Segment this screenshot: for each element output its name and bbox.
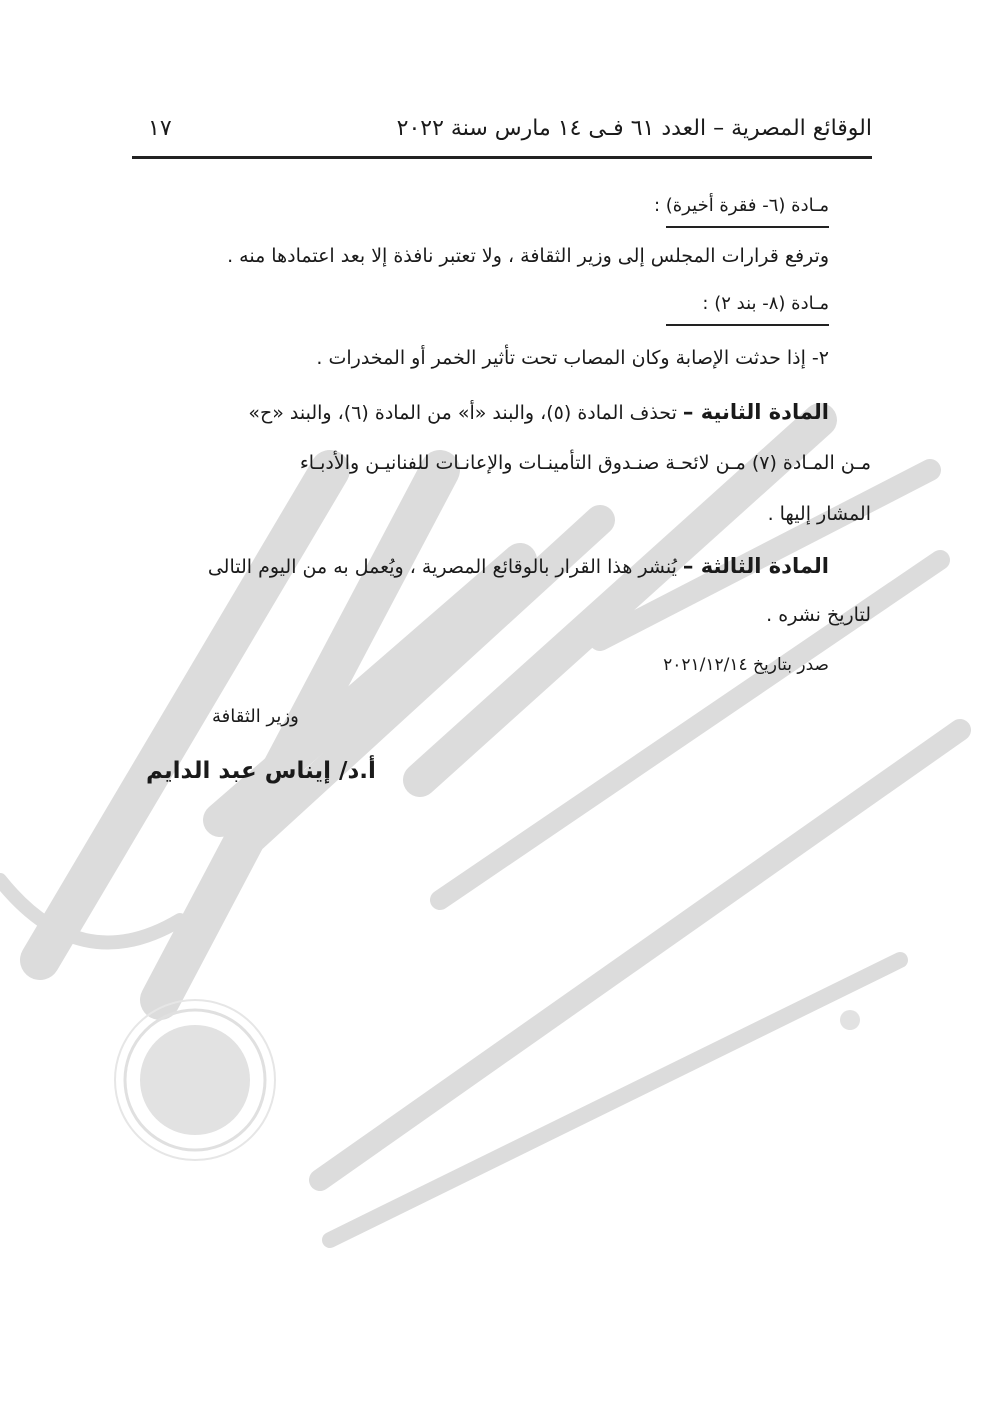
gazette-title: الوقائع المصرية – العدد ٦١ فـى ١٤ مارس سنة ٢٠٢٢ <box>396 116 872 141</box>
second-article-line3: المشار إليها . <box>767 503 871 525</box>
second-article-line2: مـن المـادة (٧) مـن لائحـة صنـدوق التأمينـات والإعانـات للفنانيـن والأدبـاء <box>299 452 871 474</box>
article6-text: وترفع قرارات المجلس إلى وزير الثقافة ، ولا تعتبر نافذة إلا بعد اعتمادها منه . <box>227 245 829 267</box>
article8-heading-underline <box>666 324 829 326</box>
third-article-lead: المادة الثالثة – <box>682 554 829 578</box>
third-article-line2: لتاريخ نشره . <box>766 604 871 626</box>
article8-heading: مـادة (٨- بند ٢) : <box>702 293 829 314</box>
second-article-lead: المادة الثانية – <box>682 400 829 424</box>
page-number: ١٧ <box>148 116 172 141</box>
second-article-text1: تحذف المادة (٥)، والبند «أ» من المادة (٦)، والبند «ح» <box>248 402 677 424</box>
second-article-line1 <box>248 400 829 424</box>
signature-name: أ.د/ إيناس عبد الدايم <box>146 758 376 784</box>
signature-title: وزير الثقافة <box>212 706 299 727</box>
article6-heading: مـادة (٦- فقرة أخيرة) : <box>653 195 829 216</box>
header-divider <box>132 156 872 159</box>
issued-date: صدر بتاريخ ٢٠٢١/١٢/١٤ <box>663 655 829 675</box>
article8-text: ٢- إذا حدثت الإصابة وكان المصاب تحت تأثير الخمر أو المخدرات . <box>316 347 829 369</box>
third-article-line1 <box>208 554 829 578</box>
third-article-text1: يُنشر هذا القرار بالوقائع المصرية ، ويُعمل به من اليوم التالى <box>207 556 677 578</box>
article6-heading-underline <box>666 226 829 228</box>
page-header <box>132 112 872 156</box>
